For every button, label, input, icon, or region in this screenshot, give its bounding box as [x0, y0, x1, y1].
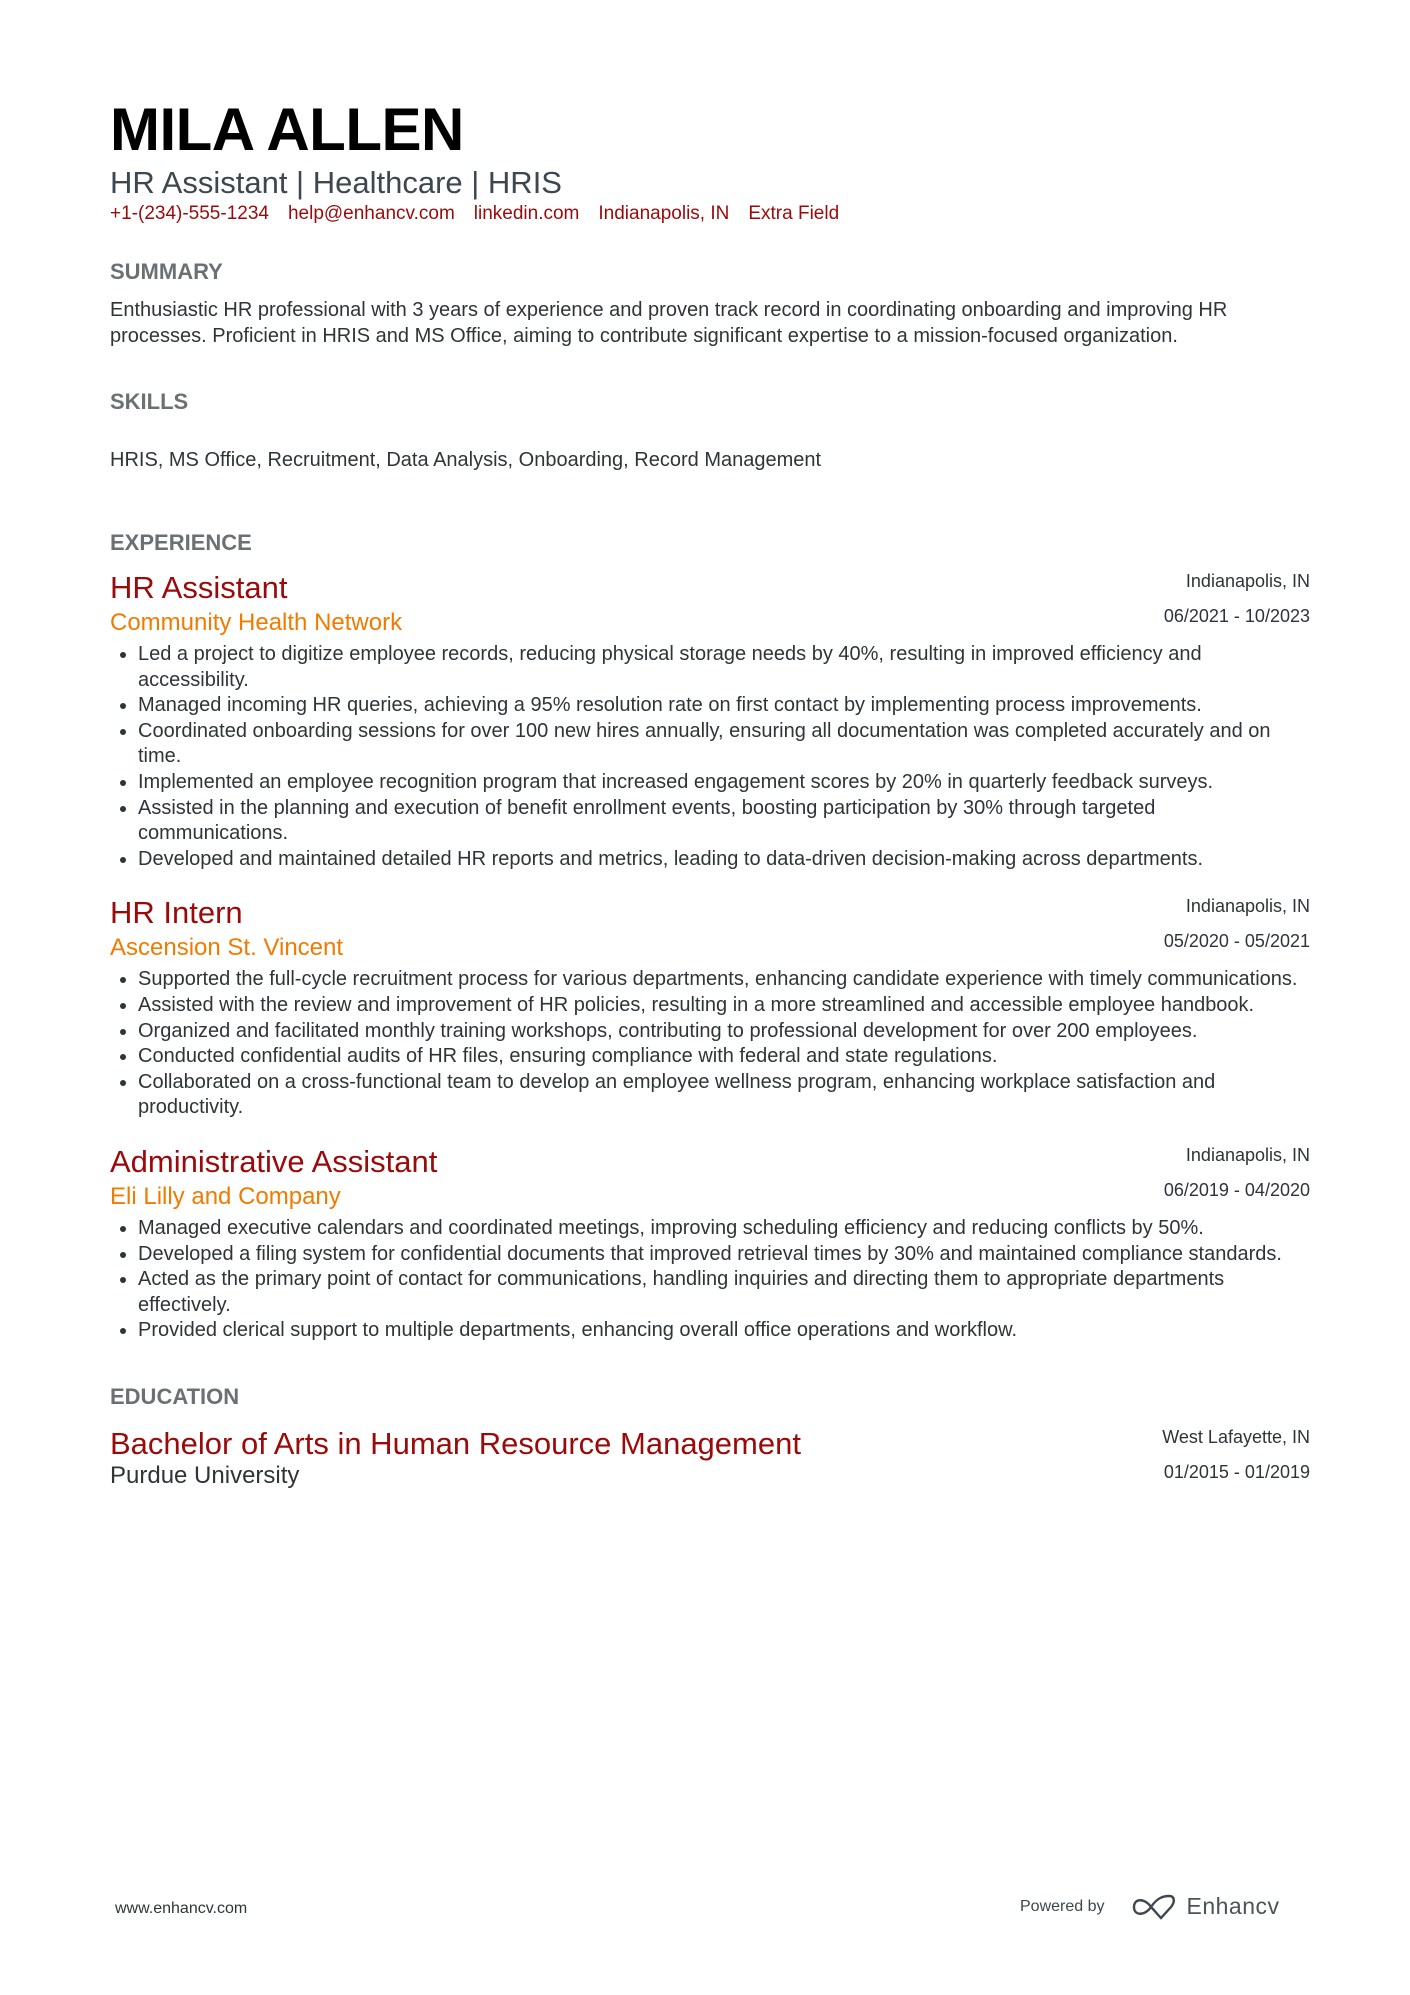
resume [110, 95, 1310, 1491]
email-link[interactable]: help@enhancv.com [287, 203, 455, 224]
education-heading: EDUCATION [110, 1383, 240, 1409]
company-name: Ascension St. Vincent [110, 934, 344, 962]
job-title: HR Intern [110, 895, 243, 931]
bullet-item: • Implemented an employee recognition program that increased engagement scores by 20% in quarterly feedback surveys. [138, 770, 1310, 796]
job-dates: 05/2020 - 05/2021 [1163, 931, 1310, 952]
job-title: Administrative Assistant [110, 1143, 438, 1179]
bullet-item: • Supported the full-cycle recruitment process for various departments, enhancing candidate experience with timely communications. [138, 967, 1310, 993]
job-location: Indianapolis, IN [1185, 896, 1310, 917]
bullet-item: • Developed and maintained detailed HR reports and metrics, leading to data-driven decision-making across departments. [138, 847, 1310, 873]
phone-link[interactable]: +1-(234)-555-1234 [110, 203, 269, 224]
job-entry [110, 895, 1310, 1121]
linkedin-link[interactable]: linkedin.com [473, 203, 580, 224]
contact-bar [110, 201, 1310, 227]
bullet-item: • Acted as the primary point of contact for communications, handling inquiries and directing them to appropriate departments effectively. [138, 1267, 1310, 1318]
bullet-item: • Developed a filing system for confidential documents that improved retrieval times by 30% and maintained compliance standards. [138, 1242, 1310, 1268]
degree: Bachelor of Arts in Human Resource Management [110, 1425, 801, 1461]
enhancv-logo[interactable] [1131, 1893, 1280, 1920]
footer-branding [1020, 1893, 1280, 1920]
bullet-item: • Collaborated on a cross-functional team to develop an employee wellness program, enhancing workplace satisfaction and productivity. [138, 1070, 1310, 1121]
job-title: HR Assistant [110, 570, 288, 605]
experience-heading: EXPERIENCE [110, 530, 252, 555]
bullet-item: • Managed incoming HR queries, achieving a 95% resolution rate on first contact by implementing process improvements. [138, 693, 1310, 719]
job-location: Indianapolis, IN [1185, 571, 1310, 591]
job-entry [110, 1144, 1310, 1344]
education-entry [110, 1426, 1310, 1491]
bullet-item: • Coordinated onboarding sessions for over 100 new hires annually, ensuring all documentation was completed accurately and on time. [138, 719, 1310, 770]
job-dates: 06/2019 - 04/2020 [1163, 1179, 1310, 1200]
job-dates: 06/2021 - 10/2023 [1163, 606, 1310, 626]
bullet-item: • Provided clerical support to multiple departments, enhancing overall office operations and workflow. [138, 1318, 1310, 1344]
job-entry [110, 570, 1310, 872]
brand-name: Enhancv [1186, 1893, 1280, 1919]
bullet-item: • Managed executive calendars and coordinated meetings, improving scheduling efficiency and reducing conflicts by 50%. [138, 1216, 1310, 1242]
company-name: Community Health Network [110, 609, 403, 636]
job-bullets [110, 967, 1310, 1121]
job-bullets [110, 1216, 1310, 1344]
bullet-item: • Conducted confidential audits of HR files, ensuring compliance with federal and state regulations. [138, 1044, 1310, 1070]
skills-heading: SKILLS [110, 389, 189, 414]
skills-text: HRIS, MS Office, Recruitment, Data Analysis, Onboarding, Record Management [110, 449, 822, 471]
summary-text: Enthusiastic HR professional with 3 years of experience and proven track record in coordinating onboarding and improving HR processes. Proficient in HRIS and MS Office, aiming to contribute significant expertise to a mission-focused organization. [110, 299, 1228, 347]
school: Purdue University [110, 1461, 300, 1489]
infinity-heart-icon [1131, 1894, 1177, 1920]
footer-website[interactable]: www.enhancv.com [115, 1900, 248, 1917]
location-text: Indianapolis, IN [598, 203, 730, 224]
summary-heading: SUMMARY [110, 259, 223, 284]
candidate-title: HR Assistant | Healthcare | HRIS [110, 165, 562, 200]
candidate-name: MILA ALLEN [110, 96, 464, 163]
bullet-item: • Assisted in the planning and execution of benefit enrollment events, boosting participation by 30% through targeted communications. [138, 796, 1310, 847]
job-location: Indianapolis, IN [1185, 1144, 1310, 1165]
bullet-item: • Organized and facilitated monthly training workshops, contributing to professional development for over 200 employees. [138, 1019, 1310, 1045]
extra-field: Extra Field [748, 203, 840, 224]
education-location: West Lafayette, IN [1162, 1426, 1310, 1447]
bullet-item: • Assisted with the review and improvement of HR policies, resulting in a more streamlined and accessible employee handbook. [138, 993, 1310, 1019]
company-name: Eli Lilly and Company [110, 1182, 341, 1210]
job-bullets [110, 642, 1310, 872]
bullet-item: • Led a project to digitize employee records, reducing physical storage needs by 40%, resulting in improved efficiency and accessibility. [138, 642, 1310, 693]
powered-by-label: Powered by [1020, 1897, 1105, 1915]
education-dates: 01/2015 - 01/2019 [1163, 1461, 1310, 1482]
